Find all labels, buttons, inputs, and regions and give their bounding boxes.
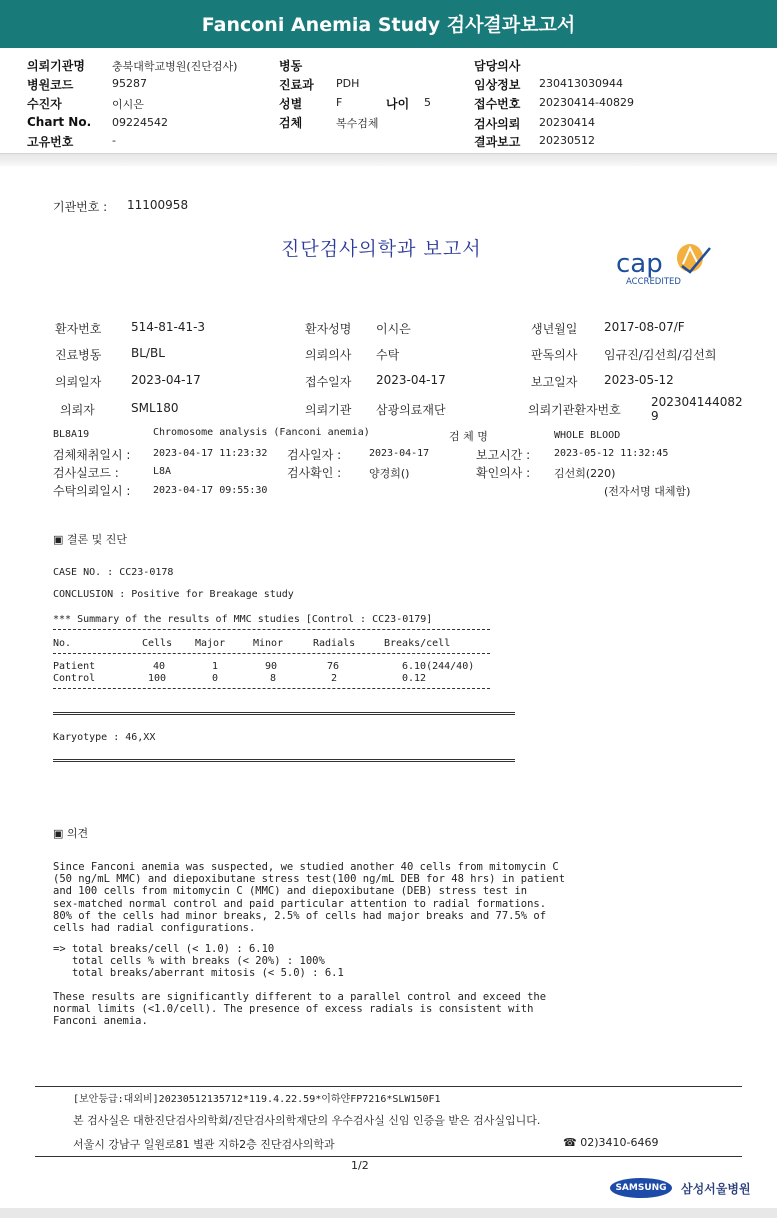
table-cell: 1: [212, 661, 219, 672]
patient-label: 의뢰의사: [305, 348, 352, 362]
patient-label: 의뢰자: [60, 403, 95, 417]
samsung-logo: SAMSUNG: [610, 1178, 672, 1198]
header-label: 검사의뢰: [474, 117, 521, 131]
patient-value: 이시은: [376, 322, 411, 336]
header-value: F: [336, 96, 343, 109]
institution-no-label: 기관번호 :: [53, 200, 108, 214]
test-code: BL8A19: [53, 429, 90, 440]
table-cell: 2: [331, 673, 338, 684]
opinion-paragraph: These results are significantly different to a parallel control and exceed the normal limits (<1.0/cell). The presence of excess radials is consistent with Fanconi anemia.: [53, 991, 547, 1028]
header-value: -: [112, 134, 116, 147]
meta-label: 확인의사 :: [476, 466, 531, 480]
specimen-label: 검 체 명: [449, 430, 488, 443]
header-value: 20230414: [539, 116, 595, 129]
table-cell: 6.10(244/40): [402, 661, 475, 672]
double-rule: [53, 712, 515, 715]
header-label: 의뢰기관명: [27, 59, 85, 73]
header-label: 검체: [279, 116, 303, 130]
table-header: Major: [195, 638, 226, 649]
patient-value: 수탁: [376, 348, 400, 362]
phone-text: ☎ 02)3410-6469: [563, 1136, 659, 1149]
age-value: 5: [424, 96, 431, 109]
header-label: 성별: [279, 97, 303, 111]
header-value: 20230414-40829: [539, 96, 634, 109]
patient-value: BL/BL: [131, 346, 165, 360]
meta-value: 2023-04-17: [369, 448, 430, 459]
meta-value: 2023-05-12 11:32:45: [554, 448, 669, 459]
hospital-name-logo: 삼성서울병원: [681, 1182, 751, 1196]
karyotype: Karyotype : 46,XX: [53, 732, 156, 743]
case-no: CASE NO. : CC23-0178: [53, 567, 174, 578]
patient-label: 환자번호: [55, 322, 102, 336]
institution-no: 11100958: [127, 198, 189, 212]
header-value: PDH: [336, 77, 360, 90]
patient-label: 의뢰일자: [55, 375, 102, 389]
patient-label: 진료병동: [55, 348, 102, 362]
bottom-strip: [0, 1208, 777, 1218]
patient-value: 202304144082 9: [651, 395, 743, 423]
header-label: 결과보고: [474, 135, 521, 149]
page-number: 1/2: [351, 1159, 369, 1172]
test-name: Chromosome analysis (Fanconi anemia): [153, 427, 370, 438]
table-cell: 100: [148, 673, 167, 684]
section-opinion-heading: ▣ 의견: [53, 827, 89, 840]
header-value: 복수검체: [336, 117, 379, 130]
patient-value: 2023-05-12: [604, 373, 674, 387]
opinion-paragraph: Since Fanconi anemia was suspected, we studied another 40 cells from mitomycin C (50 ng/mL MMC) and diepoxibutane stress test(100 ng/mL DEB for 48 hrs) in patient and 100 cells from mitomycin C (MMC) and diepoxibutane (DEB) stress test in sex-matched normal control and paid particular attention to radial formations. 80% of the cells had minor breaks, 2.5% of cells had major breaks and 77.5% of cells had radial configurations.: [53, 861, 566, 935]
meta-label: 검사일자 :: [287, 448, 342, 462]
meta-label: 수탁의뢰일시 :: [53, 484, 131, 498]
table-cell: 0: [212, 673, 219, 684]
header-label: 진료과: [279, 78, 314, 92]
patient-value: 임규진/김선희/김선희: [604, 348, 717, 362]
table-rule: [53, 653, 490, 654]
patient-label: 생년월일: [531, 322, 578, 336]
meta-label: 검체채취일시 :: [53, 448, 131, 462]
meta-value: L8A: [153, 466, 172, 477]
patient-label: 의뢰기관: [305, 403, 352, 417]
opinion-summary: => total breaks/cell (< 1.0) : 6.10 total cells % with breaks (< 20%) : 100% total breaks/aberrant mitosis (< 5.0) : 6.1: [53, 943, 344, 980]
header-value: 95287: [112, 77, 147, 90]
patient-value: 2023-04-17: [376, 373, 446, 387]
patient-value: SML180: [131, 401, 179, 415]
table-header: No.: [53, 638, 72, 649]
header-value: 230413030944: [539, 77, 623, 90]
table-header: Cells: [142, 638, 173, 649]
table-rule: [53, 688, 490, 689]
meta-value: 김선희(220): [554, 467, 616, 480]
table-header: Radials: [313, 638, 356, 649]
table-cell: 0.12: [402, 673, 427, 684]
certification-text: 본 검사실은 대한진단검사의학회/진단검사의학재단의 우수검사실 신임 인증을 받은 검사실입니다.: [73, 1114, 541, 1127]
header-label: 병원코드: [27, 78, 74, 92]
conclusion: CONCLUSION : Positive for Breakage study: [53, 589, 294, 600]
header-separator: [0, 153, 777, 166]
specimen-value: WHOLE BLOOD: [554, 430, 621, 441]
age-label: 나이: [386, 97, 410, 111]
address-text: 서울시 강남구 일원로81 별관 지하2층 진단검사의학과: [73, 1138, 335, 1151]
cap-accredited-text: ACCREDITED: [626, 277, 681, 287]
table-rule: [53, 629, 490, 630]
meta-label: 검사확인 :: [287, 466, 342, 480]
meta-label: 검사실코드 :: [53, 466, 119, 480]
footer-rule: [35, 1086, 742, 1087]
section-conclusion-heading: ▣ 결론 및 진단: [53, 533, 128, 546]
security-line: [보안등급:대외비]20230512135712*119.4.22.59*이하얀FP7216*SLW150F1: [73, 1094, 441, 1105]
cap-logo-graphic: [614, 242, 714, 290]
header-label: 접수번호: [474, 97, 521, 111]
header-value: 20230512: [539, 134, 595, 147]
patient-value: 삼광의료재단: [376, 403, 446, 417]
patient-label: 접수일자: [305, 375, 352, 389]
header-label: 담당의사: [474, 59, 521, 73]
header-label: Chart No.: [27, 115, 92, 129]
header-value: 충북대학교병원(진단검사): [112, 60, 238, 73]
meta-value: 2023-04-17 11:23:32: [153, 448, 268, 459]
table-cell: Patient: [53, 661, 96, 672]
header-label: 고유번호: [27, 135, 74, 149]
table-cell: 90: [265, 661, 278, 672]
header-value: 이시은: [112, 98, 144, 111]
table-cell: 76: [327, 661, 340, 672]
table-cell: 8: [270, 673, 277, 684]
meta-value: 양경희(): [369, 467, 410, 480]
summary-line: *** Summary of the results of MMC studies [Control : CC23-0179]: [53, 614, 433, 625]
patient-value: 514-81-41-3: [131, 320, 206, 334]
meta-value: 2023-04-17 09:55:30: [153, 485, 268, 496]
header-value: 09224542: [112, 116, 168, 129]
patient-label: 판독의사: [531, 348, 578, 362]
patient-label: 보고일자: [531, 375, 578, 389]
table-header: Breaks/cell: [384, 638, 451, 649]
cap-accredited-logo: [614, 242, 714, 290]
patient-value: 2023-04-17: [131, 373, 201, 387]
patient-label: 환자성명: [305, 322, 352, 336]
table-header: Minor: [253, 638, 284, 649]
patient-label: 의뢰기관환자번호: [528, 403, 621, 417]
footer-rule: [35, 1156, 742, 1157]
cap-text: cap: [616, 249, 663, 279]
double-rule: [53, 759, 515, 762]
patient-value: 2017-08-07/F: [604, 320, 685, 334]
esign-note: (전자서명 대체함): [604, 485, 691, 498]
header-label: 임상정보: [474, 78, 521, 92]
table-cell: Control: [53, 673, 96, 684]
table-cell: 40: [153, 661, 166, 672]
header-label: 병동: [279, 59, 303, 73]
meta-label: 보고시간 :: [476, 448, 531, 462]
report-title: 진단검사의학과 보고서: [281, 238, 482, 260]
report-header-title: Fanconi Anemia Study 검사결과보고서: [201, 14, 576, 36]
header-label: 수진자: [27, 97, 62, 111]
